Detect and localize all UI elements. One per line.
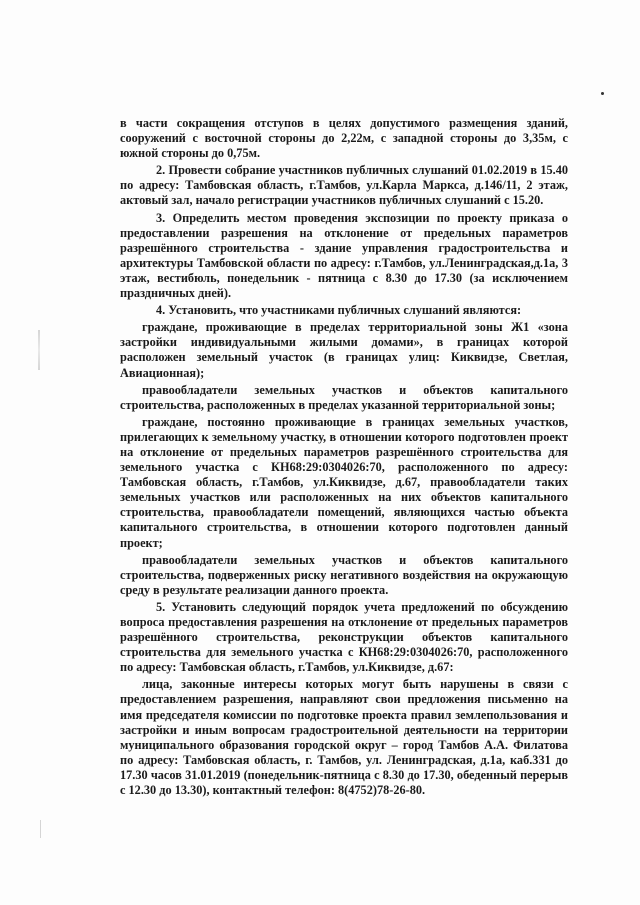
scan-artifact-mark-bottom xyxy=(40,820,41,838)
scan-artifact-mark xyxy=(38,330,40,370)
paragraph-participants-residents: граждане, проживающие в пределах территориальной зоны Ж1 «зона застройки индивидуальными жилыми домами», в границах которой расположен земельный участок (в границах улиц: Киквидзе, Светлая, Авиационная); xyxy=(120,320,568,380)
document-body xyxy=(120,116,568,800)
paragraph-item-2: 2. Провести собрание участников публичных слушаний 01.02.2019 в 15.40 по адресу: Тамбовская область, г.Тамбов, ул.Карла Маркса, д.146/11, 2 этаж, актовый зал, начало регистрации участников публичных слушаний с 15.20. xyxy=(120,163,568,208)
paragraph-item-3: 3. Определить местом проведения экспозиции по проекту приказа о предоставлении разрешения на отклонение от предельных параметров разрешённого строительства - здание управления градостроительства и архитектуры Тамбовской области по адресу: г.Тамбов, ул.Ленинградская,д.1а, 3 этаж, вестибюль, понедельник - пятница с 8.30 до 17.30 (за исключением праздничных дней). xyxy=(120,210,568,301)
scan-artifact-dot xyxy=(601,92,604,95)
paragraph-item-4: 4. Установить, что участниками публичных слушаний являются: xyxy=(156,303,522,318)
paragraph-participants-owners: правообладатели земельных участков и объектов капитального строительства, расположенных в пределах указанной территориальной зоны; xyxy=(120,382,568,412)
paragraph-continuation: в части сокращения отступов в целях допустимого размещения зданий, сооружений с восточной стороны до 2,22м, с западной стороны до 3,35м, с южной стороны до 0,75м. xyxy=(120,116,568,161)
paragraph-item-5: 5. Установить следующий порядок учета предложений по обсуждению вопроса предоставления разрешения на отклонение от предельных параметров разрешённого строительства, реконструкции объектов капитального строительства для земельного участка с КН68:29:0304026:70, расположенного по адресу: Тамбовская область, г.Тамбов, ул.Киквидзе, д.67: xyxy=(120,599,568,675)
paragraph-participants-adjacent: граждане, постоянно проживающие в границах земельных участков, прилегающих к земельному участку, в отношении которого подготовлен проект на отклонение от предельных параметров разрешённого строительства для земельного участка с КН68:29:0304026:70, расположенного по адресу: Тамбовская область, г.Тамбов, ул.Киквидзе, д.67, правообладатели таких земельных участков или расположенных на них объектов капитального строительства, правообладатели помещений, являющихся частью объекта капитального строительства, в отношении которого подготовлен данный проект; xyxy=(120,414,568,550)
paragraph-participants-risk: правообладатели земельных участков и объектов капитального строительства, подверженных риску негативного воздействия на окружающую среду в результате реализации данного проекта. xyxy=(120,552,568,597)
paragraph-proposals: лица, законные интересы которых могут быть нарушены в связи с предоставлением разрешения, направляют свои предложения письменно на имя председателя комиссии по подготовке проекта правил землепользования и застройки и иным вопросам градостроительной деятельности на территории муниципального образования городской округ – город Тамбов А.А. Филатова по адресу: Тамбовская область, г. Тамбов, ул. Ленинградская, д.1а, каб.331 до 17.30 часов 31.01.2019 (понедельник-пятница с 8.30 до 17.30, обеденный перерыв с 12.30 до 13.30), контактный телефон: 8(4752)78-26-80. xyxy=(120,677,568,798)
